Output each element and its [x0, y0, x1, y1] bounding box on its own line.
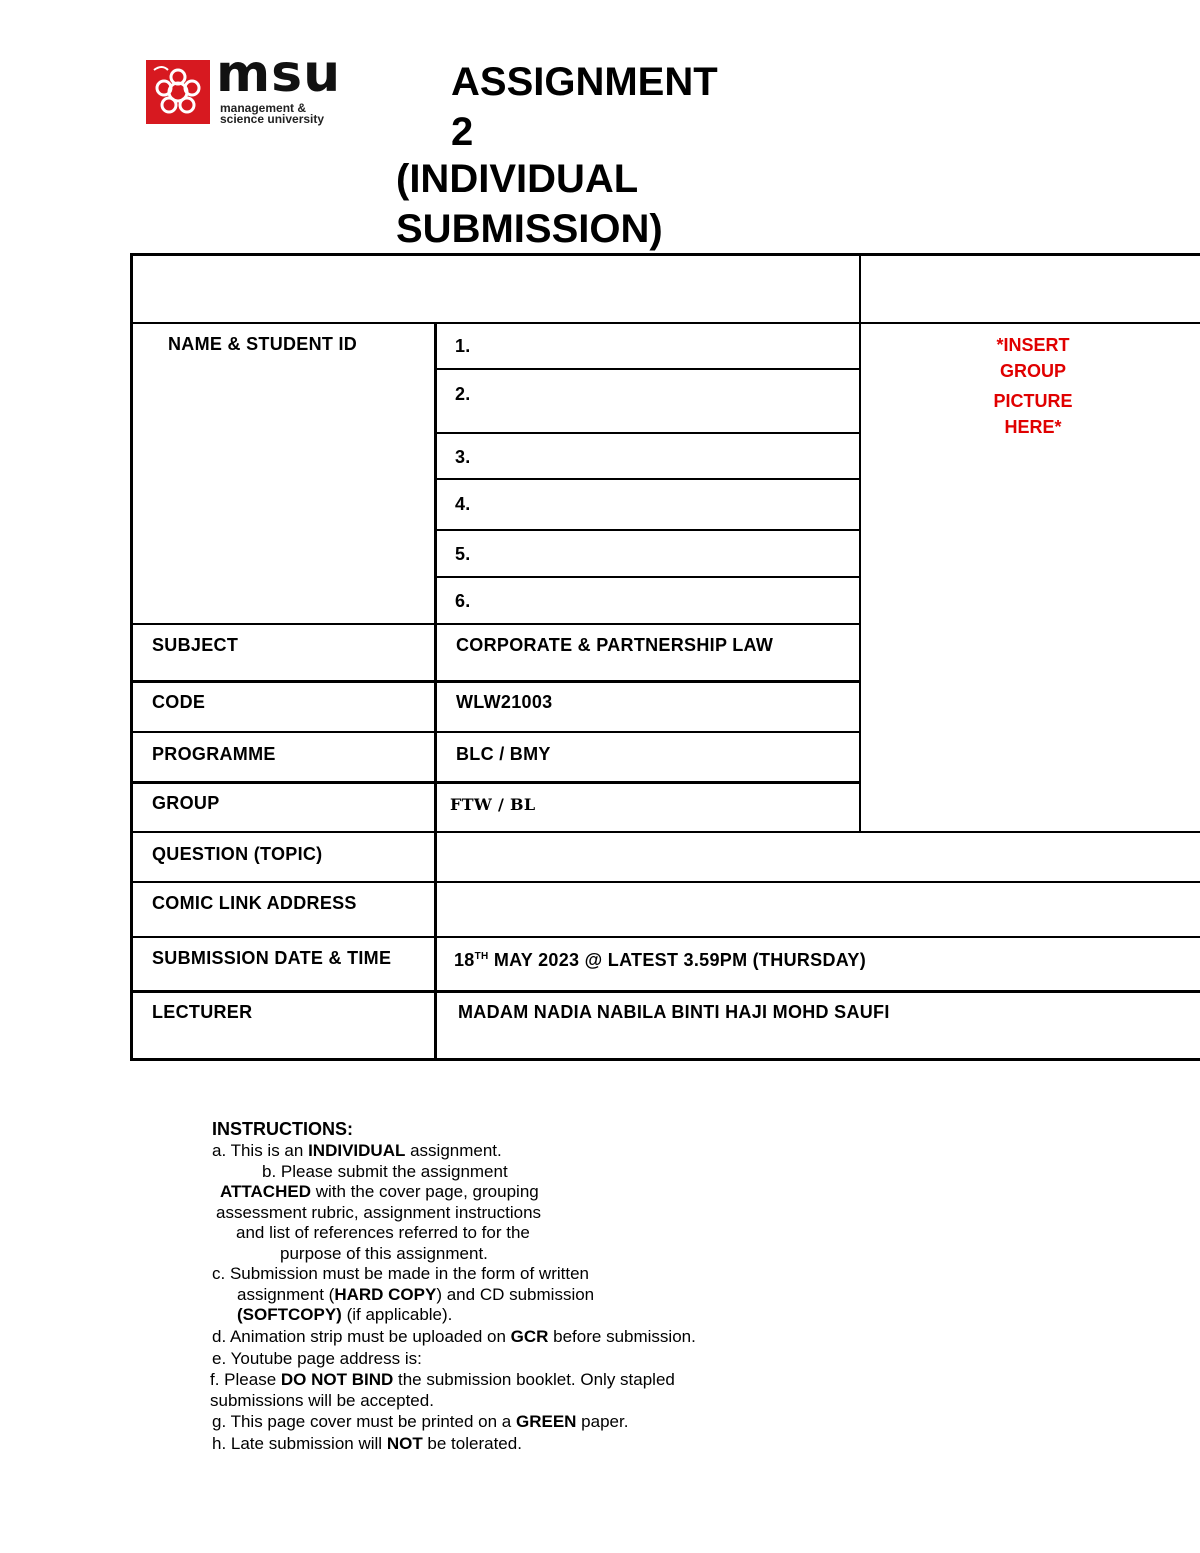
instruction-b-line-4: and list of references referred to for the	[236, 1223, 530, 1242]
page-title-line-3: (INDIVIDUAL	[396, 157, 639, 201]
member-field-5[interactable]: 5.	[455, 544, 471, 564]
instruction-text: (if applicable).	[341, 1305, 453, 1324]
instruction-emphasis: DO NOT BIND	[280, 1370, 394, 1389]
table-divider	[435, 432, 860, 434]
programme-label: PROGRAMME	[152, 744, 276, 764]
table-divider	[130, 680, 860, 683]
instruction-emphasis: HARD COPY	[334, 1285, 437, 1304]
placeholder-line-3: PICTURE	[993, 391, 1073, 411]
group-label: GROUP	[152, 793, 220, 813]
placeholder-line-1: *INSERT	[996, 335, 1070, 355]
instruction-d	[212, 1327, 696, 1347]
instruction-f-line-2: submissions will be accepted.	[210, 1391, 434, 1410]
submission-date-value	[454, 950, 866, 971]
instruction-text: with the cover page, grouping	[310, 1182, 539, 1201]
table-divider	[435, 478, 860, 480]
instruction-a	[212, 1141, 502, 1161]
logo-wordmark: msu	[216, 44, 342, 104]
comic-link-label: COMIC LINK ADDRESS	[152, 893, 357, 913]
table-divider	[130, 990, 1200, 993]
placeholder-line-4: HERE*	[1004, 417, 1062, 437]
question-topic-label: QUESTION (TOPIC)	[152, 844, 323, 864]
page-title-line-1: ASSIGNMENT	[451, 60, 718, 104]
table-divider	[130, 781, 860, 784]
instruction-c-line-2	[237, 1285, 594, 1305]
code-value: WLW21003	[456, 692, 553, 712]
lecturer-value: MADAM NADIA NABILA BINTI HAJI MOHD SAUFI	[458, 1002, 890, 1022]
instruction-text: f. Please	[210, 1370, 281, 1389]
table-border	[130, 253, 1200, 256]
page-title-line-4: SUBMISSION)	[396, 207, 663, 251]
table-divider	[130, 936, 1200, 938]
member-field-1[interactable]: 1.	[455, 336, 471, 356]
instruction-text: ) and CD submission	[436, 1285, 595, 1304]
lecturer-label: LECTURER	[152, 1002, 253, 1022]
instruction-text: g. This page cover must be printed on a	[212, 1412, 516, 1431]
submission-day-suffix: TH	[474, 951, 489, 962]
placeholder-line-2: GROUP	[999, 361, 1066, 381]
instruction-text: assignment.	[405, 1141, 502, 1160]
instruction-text: a. This is an	[212, 1141, 309, 1160]
page-title-line-2: 2	[451, 110, 474, 154]
instruction-b-line-3: assessment rubric, assignment instructions	[216, 1203, 542, 1222]
instruction-emphasis: (SOFTCOPY)	[237, 1305, 342, 1324]
instruction-emphasis: NOT	[386, 1434, 423, 1453]
name-student-id-label: NAME & STUDENT ID	[168, 334, 358, 354]
member-field-3[interactable]: 3.	[455, 447, 471, 467]
instruction-g	[212, 1412, 628, 1432]
table-divider	[130, 881, 1200, 883]
instruction-emphasis: GREEN	[515, 1412, 577, 1431]
group-value: FTW / BL	[450, 795, 536, 814]
table-divider	[859, 253, 861, 832]
msu-seal-icon	[146, 60, 210, 124]
group-picture-placeholder[interactable]	[978, 332, 1088, 440]
table-divider	[130, 623, 860, 625]
member-field-4[interactable]: 4.	[455, 494, 471, 514]
table-divider	[435, 576, 860, 578]
instruction-text: paper.	[576, 1412, 629, 1431]
instruction-c-line-1: c. Submission must be made in the form of written	[212, 1264, 589, 1283]
instruction-text: the submission booklet. Only stapled	[393, 1370, 675, 1389]
table-divider	[434, 322, 437, 1060]
instruction-h	[212, 1434, 522, 1454]
instruction-b-line-1: b. Please submit the assignment	[262, 1162, 508, 1181]
code-label: CODE	[152, 692, 206, 712]
instruction-emphasis: GCR	[510, 1327, 549, 1346]
instruction-text: d. Animation strip must be uploaded on	[212, 1327, 511, 1346]
subject-value: CORPORATE & PARTNERSHIP LAW	[456, 635, 774, 655]
instruction-b-line-5: purpose of this assignment.	[280, 1244, 488, 1263]
subject-label: SUBJECT	[152, 635, 239, 655]
question-topic-field[interactable]	[438, 834, 1198, 880]
msu-logo	[146, 44, 342, 126]
instruction-b-line-2	[220, 1182, 539, 1202]
instruction-e: e. Youtube page address is:	[212, 1349, 422, 1368]
logo-subtitle-2: science university	[220, 112, 325, 126]
member-field-2[interactable]: 2.	[455, 384, 471, 404]
instruction-f-line-1	[210, 1370, 675, 1390]
instructions-heading: INSTRUCTIONS:	[212, 1119, 353, 1139]
submission-day: 18	[454, 950, 475, 970]
table-border	[130, 253, 133, 1060]
table-divider	[435, 368, 860, 370]
member-field-6[interactable]: 6.	[455, 591, 471, 611]
table-divider	[130, 322, 1200, 324]
table-border	[130, 1058, 1200, 1061]
instruction-text: be tolerated.	[422, 1434, 522, 1453]
table-divider	[435, 529, 860, 531]
submission-date-rest: MAY 2023 @ LATEST 3.59PM (THURSDAY)	[488, 950, 867, 970]
submission-date-label: SUBMISSION DATE & TIME	[152, 948, 392, 968]
programme-value: BLC / BMY	[456, 744, 551, 764]
table-divider	[130, 831, 1200, 833]
instruction-text: before submission.	[548, 1327, 696, 1346]
instruction-text: h. Late submission will	[212, 1434, 387, 1453]
instruction-c-line-3	[237, 1305, 452, 1325]
comic-link-field[interactable]	[438, 884, 1198, 934]
instruction-text: assignment (	[237, 1285, 335, 1304]
instruction-emphasis: INDIVIDUAL	[308, 1141, 406, 1160]
table-divider	[130, 731, 860, 733]
logo-subtitle-1: management &	[220, 101, 307, 115]
instruction-emphasis: ATTACHED	[220, 1182, 311, 1201]
